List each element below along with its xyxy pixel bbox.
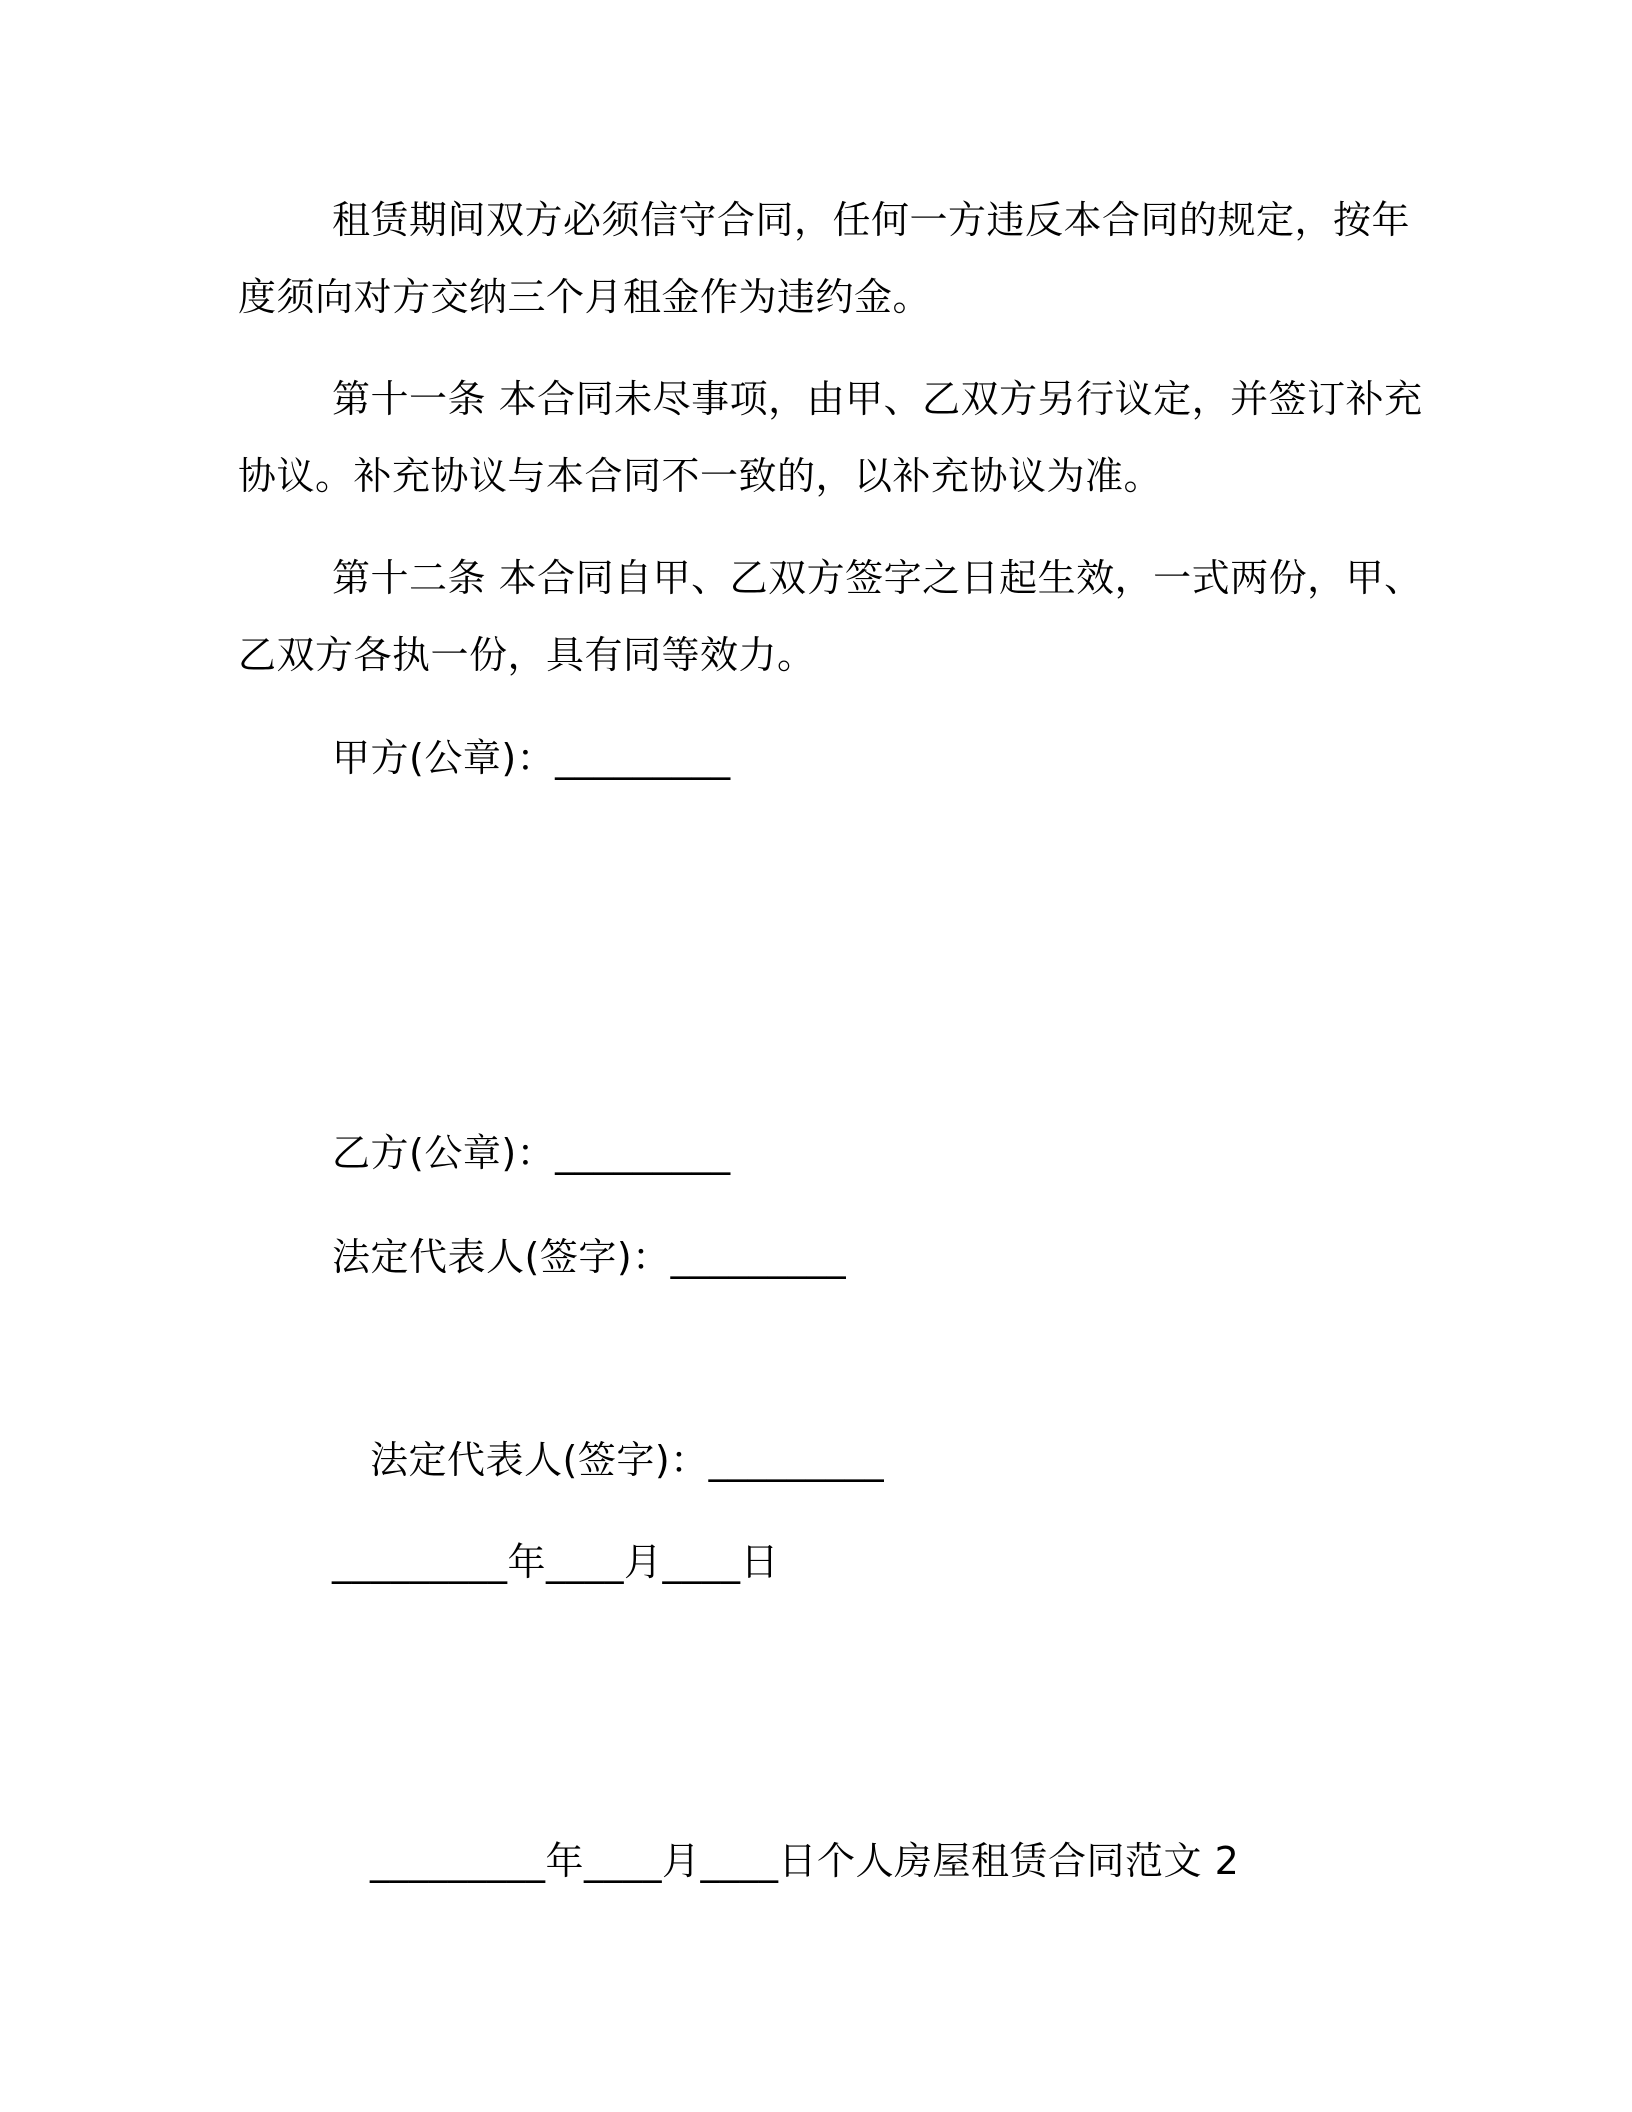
party-a-seal-line: 甲方(公章)：_________: [332, 736, 731, 780]
legal-representative-signature-1: 法定代表人(签字)：_________: [332, 1235, 847, 1279]
paragraph-3-line-2: 乙双方各执一份，具有同等效力。: [238, 633, 816, 677]
paragraph-3-line-1: 第十二条 本合同自甲、乙双方签字之日起生效，一式两份，甲、: [332, 556, 1423, 600]
paragraph-2-line-1: 第十一条 本合同未尽事项，由甲、乙双方另行议定，并签订补充: [332, 377, 1423, 421]
paragraph-1-line-1: 租赁期间双方必须信守合同，任何一方违反本合同的规定，按年: [332, 198, 1411, 242]
paragraph-2-line-2: 协议。补充协议与本合同不一致的，以补充协议为准。: [238, 454, 1163, 498]
date-line: _________年____月____日: [332, 1540, 780, 1584]
party-b-seal-line: 乙方(公章)：_________: [332, 1131, 731, 1175]
footer-date-title-line: _________年____月____日个人房屋租赁合同范文 2: [370, 1839, 1240, 1883]
paragraph-1-line-2: 度须向对方交纳三个月租金作为违约金。: [238, 275, 932, 319]
legal-representative-signature-2: 法定代表人(签字)：_________: [370, 1438, 885, 1482]
